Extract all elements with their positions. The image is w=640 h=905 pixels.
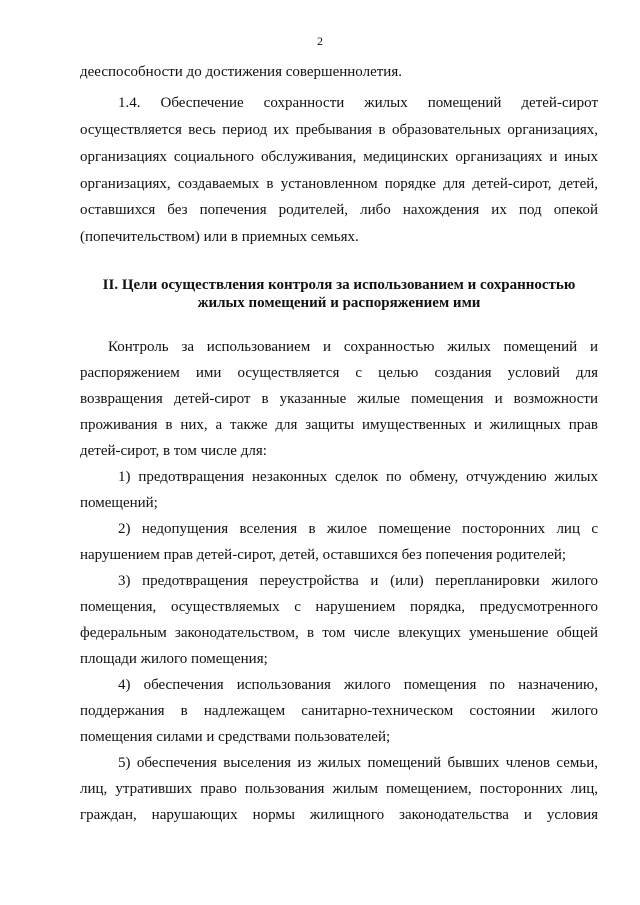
text-line: дееспособности до достижения совершеннолетия. [80, 64, 402, 80]
text-line: помещения, осуществляемых с нарушением порядка, предусмотренного [80, 599, 598, 615]
section-heading: жилых помещений и распоряжением ими [197, 295, 481, 311]
text-line: детей-сирот, в том числе для: [80, 443, 267, 459]
list-item: 2) недопущения вселения в жилое помещение посторонних лиц с [118, 521, 598, 537]
text-line: граждан, нарушающих нормы жилищного законодательства и условия [80, 807, 598, 823]
text-line: осуществляется весь период их пребывания в образовательных организациях, [80, 122, 598, 138]
text-line: площади жилого помещения; [80, 651, 268, 667]
text-line: организациях социального обслуживания, медицинских организациях и иных [80, 149, 598, 165]
page-number: 2 [317, 34, 323, 48]
text-line: помещений; [80, 495, 158, 511]
list-item: 5) обеспечения выселения из жилых помещений бывших членов семьи, [118, 755, 598, 771]
text-line: (попечительством) или в приемных семьях. [80, 229, 359, 245]
section-heading: II. Цели осуществления контроля за использованием и сохранностью [102, 277, 576, 293]
text-line: распоряжением ими осуществляется с целью создания условий для [80, 365, 598, 381]
text-line: поддержания в надлежащем санитарно-техническом состоянии жилого [80, 703, 598, 719]
list-item: 4) обеспечения использования жилого помещения по назначению, [118, 677, 598, 693]
text-line: помещения силами и средствами пользователей; [80, 729, 391, 745]
text-line: проживания в них, а также для защиты имущественных и жилищных прав [80, 417, 598, 433]
text-line: Контроль за использованием и сохранностью жилых помещений и [108, 339, 598, 355]
text-line: федеральным законодательством, в том числе влекущих уменьшение общей [80, 625, 598, 641]
list-item: 3) предотвращения переустройства и (или) перепланировки жилого [118, 573, 598, 589]
text-line: 1.4. Обеспечение сохранности жилых помещений детей-сирот [118, 95, 598, 111]
text-line: оставшихся без попечения родителей, либо нахождения их под опекой [80, 202, 598, 218]
text-line: организациях, создаваемых в установленном порядке для детей-сирот, детей, [80, 176, 598, 192]
text-line: нарушением прав детей-сирот, детей, оставшихся без попечения родителей; [80, 547, 567, 563]
text-line: возвращения детей-сирот в указанные жилые помещения и возможности [80, 391, 598, 407]
text-line: лиц, утративших право пользования жилым помещением, посторонних лиц, [80, 781, 598, 797]
list-item: 1) предотвращения незаконных сделок по обмену, отчуждению жилых [118, 469, 598, 485]
